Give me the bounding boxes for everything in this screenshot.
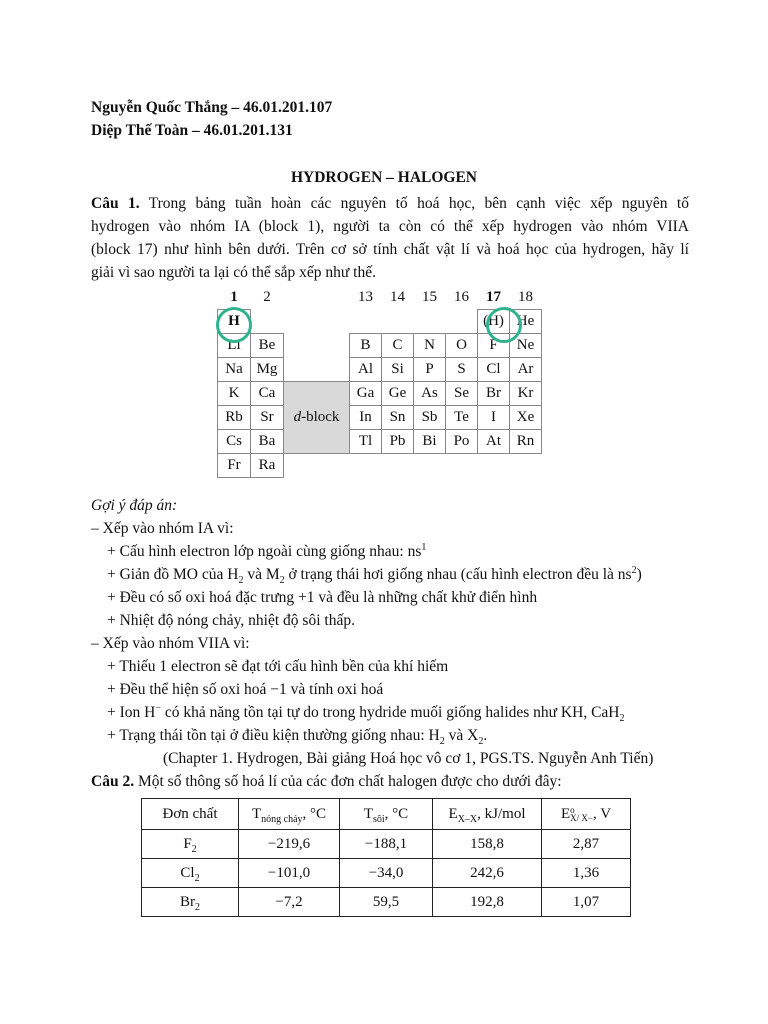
element-cell: Po [446,430,478,454]
cell-boiling: 59,5 [340,888,433,917]
element-cell: Xe [510,406,542,430]
cell-substance [142,830,239,859]
cell-substance [142,859,239,888]
cell-substance [142,888,239,917]
header-e-sub: X–X [457,813,478,825]
element-cell: Cs [218,430,251,454]
group-label: 16 [454,289,469,306]
sub-2: 2 [619,713,625,725]
element-cell: Mg [251,358,284,382]
element-cell: Fr [218,454,251,478]
element-cell: Ra [251,454,284,478]
q1-line-3: (block 17) như hình bên dưới. Trên cơ sở tính chất vật lí và hoá học của hydrogen, hãy lí [91,241,689,258]
d-block-label: -block [301,409,340,425]
hint-ia-item-3: + Đều có số oxi hoá đặc trưng +1 và đều là những chất khử điển hình [107,589,538,606]
period-4-row [218,382,542,406]
sup-minus: − [155,702,161,714]
cell-potential: 1,07 [542,888,631,917]
cell-potential: 1,36 [542,859,631,888]
hint-viia-item-4-a: + Trạng thái tồn tại ở điều kiện thường giống nhau: H [107,727,440,744]
hydrogen-highlight-circle-icon [216,307,252,343]
element-cell: K [218,382,251,406]
hint-ia-item-1-text: + Cấu hình electron lớp ngoài cùng giống nhau: ns [107,543,422,560]
q1-label: Câu 1. [91,195,140,212]
group-label: 1 [230,289,238,305]
sub-2: 2 [478,736,484,748]
hint-ia-item-2-c: ở trạng thái hơi giống nhau (cấu hình electron đều là ns [284,566,632,583]
sup-2: 2 [631,564,637,576]
element-cell: In [350,406,382,430]
group-label: 15 [422,289,437,306]
hint-viia-item-4-c: . [483,727,488,744]
element-cell: Br [478,382,510,406]
element-cell: He [510,310,542,334]
element-cell: Li [218,334,251,358]
element-cell: Si [382,358,414,382]
hint-ia-item-4: + Nhiệt độ nóng chảy, nhiệt độ sôi thấp. [107,612,355,629]
q2-label: Câu 2. [91,773,135,790]
period-7-row [218,454,542,478]
table-row [142,888,631,917]
hint-viia-item-4-b: và X [444,727,479,744]
cell-element: F [183,835,192,852]
page-title: HYDROGEN – HALOGEN [290,169,477,186]
hint-viia-item-3-a: + Ion H [107,704,156,721]
table-row [142,859,631,888]
sub-2: 2 [439,736,445,748]
element-cell: O [446,334,478,358]
hint-ia-item-2 [107,565,642,585]
hydrogen-highlight-circle-icon [486,307,522,343]
cell-energy: 242,6 [433,859,542,888]
author-2: Diệp Thế Toàn – 46.01.201.131 [91,122,293,139]
header-tm-sub: nóng chảy [261,813,303,825]
d-block-cell [284,382,350,454]
header-pot-scripts [570,806,593,822]
element-cell: Kr [510,382,542,406]
q1-line-4: giải vì sao người ta lại có thể sắp xếp như thế. [91,264,376,281]
element-cell: H [218,310,251,334]
period-3-row [218,358,542,382]
hint-ia-heading: – Xếp vào nhóm IA vì: [91,520,234,537]
hint-viia-heading: – Xếp vào nhóm VIIA vì: [91,635,250,652]
period-5-row [218,406,542,430]
header-bond-energy [433,799,542,830]
group-label: 17 [486,289,501,305]
table-row [142,830,631,859]
element-cell: Pb [382,430,414,454]
header-pot-sub: X/ X [570,813,588,824]
group-label: 14 [390,289,405,306]
halogen-data-table [141,798,631,917]
element-cell: Ga [350,382,382,406]
element-cell: Rb [218,406,251,430]
cell-melting: −7,2 [239,888,340,917]
cell-melting: −219,6 [239,830,340,859]
header-pot-subsup: − [587,813,593,824]
element-cell: Sn [382,406,414,430]
sub-2: 2 [238,575,244,587]
q1-line-1 [91,194,689,214]
header-potential [542,799,631,830]
hint-viia-item-1: + Thiếu 1 electron sẽ đạt tới cấu hình bền của khí hiếm [107,658,449,675]
element-cell: C [382,334,414,358]
header-melting-point [239,799,340,830]
hint-ia-item-1 [107,542,426,562]
cell-boiling: −34,0 [340,859,433,888]
header-tb-sub: sôi [372,813,385,825]
cell-energy: 158,8 [433,830,542,859]
cell-potential: 2,87 [542,830,631,859]
header-pot-sup: o [570,805,575,816]
hint-viia-item-3-b: có khả năng tồn tại tự do trong hydride muối giống halides như KH, CaH [161,704,620,721]
period-6-row [218,430,542,454]
element-cell: Na [218,358,251,382]
element-cell: Ge [382,382,414,406]
element-cell: As [414,382,446,406]
element-cell: Bi [414,430,446,454]
element-cell: At [478,430,510,454]
hint-source: (Chapter 1. Hydrogen, Bài giảng Hoá học vô cơ 1, PGS.TS. Nguyễn Anh Tiến) [163,750,654,767]
author-1: Nguyễn Quốc Thắng – 46.01.201.107 [91,99,333,116]
cell-sub: 2 [195,901,200,913]
element-cell: I [478,406,510,430]
q2-line [91,772,562,792]
element-cell: P [414,358,446,382]
element-cell: Ne [510,334,542,358]
header-tb-symbol: T [363,805,373,822]
element-cell: S [446,358,478,382]
hint-viia-item-2: + Đều thể hiện số oxi hoá −1 và tính oxi hoá [107,681,384,698]
cell-boiling: −188,1 [340,830,433,859]
q1-text-1: Trong bảng tuần hoàn các nguyên tố hoá học, bên cạnh việc xếp nguyên tố [148,195,689,212]
group-header-row [218,286,542,310]
sup-1: 1 [421,541,427,553]
table-header-row [142,799,631,830]
hint-ia-item-2-d: ) [636,566,642,583]
header-tm-symbol: T [251,805,262,822]
cell-melting: −101,0 [239,859,340,888]
header-pot-symbol: E [560,805,571,822]
group-label: 13 [358,289,373,306]
hint-viia-item-4 [107,726,487,746]
q1-line-2: hydrogen vào nhóm IA (block 1), người ta còn có thể xếp hydrogen vào nhóm VIIA [91,218,689,235]
element-cell: (H) [478,310,510,334]
header-tm-unit: , °C [302,805,327,822]
hint-ia-item-2-b: và M [243,566,280,583]
header-e-symbol: E [448,805,458,822]
d-block-italic: d [293,409,302,425]
cell-element: Cl [180,864,195,881]
element-cell: Al [350,358,382,382]
q2-text: Một số thông số hoá lí của các đơn chất halogen được cho dưới đây: [137,773,562,790]
group-label: 2 [263,289,271,306]
element-cell: Rn [510,430,542,454]
hint-ia-item-2-a: + Giản đồ MO của H [107,566,239,583]
sub-2: 2 [279,575,285,587]
element-cell: Tl [350,430,382,454]
header-substance: Đơn chất [142,799,239,830]
group-spacer [284,286,350,310]
cell-sub: 2 [194,872,200,884]
element-cell: Se [446,382,478,406]
element-cell: Ca [251,382,284,406]
element-cell: Cl [478,358,510,382]
header-e-unit: , kJ/mol [477,805,526,822]
hint-title: Gợi ý đáp án: [91,497,178,514]
element-cell: Te [446,406,478,430]
element-cell: Ar [510,358,542,382]
header-tb-unit: , °C [384,805,409,822]
header-boiling-point [340,799,433,830]
cell-sub: 2 [191,843,197,855]
cell-element: Br [180,893,195,910]
element-cell: Sr [251,406,284,430]
element-cell: Sb [414,406,446,430]
element-cell: Be [251,334,284,358]
hint-viia-item-3 [107,703,624,723]
group-label: 18 [518,289,533,305]
cell-energy: 192,8 [433,888,542,917]
header-pot-unit: , V [592,805,612,822]
element-cell: N [414,334,446,358]
element-cell: F [478,334,510,358]
element-cell: Ba [251,430,284,454]
element-cell: B [350,334,382,358]
